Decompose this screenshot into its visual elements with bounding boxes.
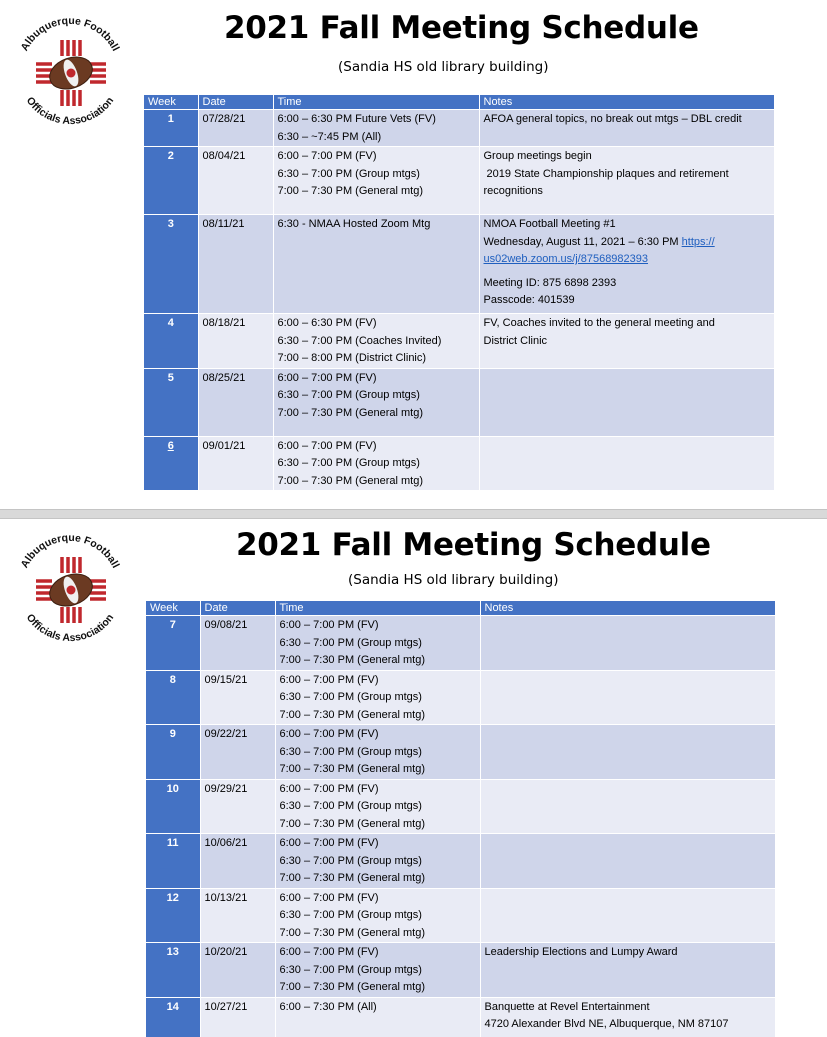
zoom-link-part-2[interactable]: us02web.zoom.us/j/87568982393 — [483, 253, 649, 265]
time-line: 7:00 – 7:30 PM (General mtg) — [277, 185, 424, 197]
time-line: 6:00 – 7:00 PM (FV) — [277, 150, 377, 162]
time-line: 6:30 - NMAA Hosted Zoom Mtg — [277, 218, 431, 230]
time-line: 6:30 – 7:00 PM (Coaches Invited) — [277, 334, 442, 347]
header-notes: Notes — [480, 601, 775, 616]
time-line: 7:00 – 7:30 PM (General mtg) — [279, 763, 426, 775]
time-line: 6:00 – 6:30 PM (FV) — [277, 317, 377, 329]
table-row — [144, 368, 774, 436]
date-cell: 08/18/21 — [198, 314, 273, 369]
time-line: 6:00 – 7:00 PM (FV) — [279, 946, 379, 958]
schedule-slide-1 — [0, 0, 827, 509]
table-row — [146, 834, 775, 889]
time-line: 6:30 – 7:00 PM (Group mtgs) — [279, 691, 422, 703]
time-line: 6:00 – 7:00 PM (FV) — [277, 439, 377, 452]
date-cell: 10/06/21 — [200, 834, 275, 889]
week-cell: 11 — [146, 834, 200, 889]
time-line: 7:00 – 7:30 PM (General mtg) — [279, 817, 426, 830]
time-cell — [273, 436, 479, 490]
time-cell — [275, 616, 480, 671]
table-row — [146, 997, 775, 1037]
date-cell: 09/08/21 — [200, 616, 275, 671]
time-cell — [273, 215, 479, 314]
time-line: 6:00 – 7:00 PM (FV) — [277, 371, 377, 384]
notes-line: NMOA Football Meeting #1 — [483, 218, 616, 230]
header-week: Week — [144, 95, 198, 110]
page-subtitle: (Sandia HS old library building) — [338, 59, 549, 75]
time-line: 6:00 – 7:00 PM (FV) — [279, 619, 379, 631]
notes-cell — [480, 616, 775, 671]
time-line: 6:00 – 7:00 PM (FV) — [279, 837, 379, 849]
notes-cell — [480, 779, 775, 834]
week-cell: 14 — [146, 997, 200, 1037]
time-line: 6:00 – 7:30 PM (All) — [279, 1000, 377, 1013]
time-cell — [273, 110, 479, 147]
svg-text:Albuquerque Football: Albuquerque Football — [18, 531, 122, 571]
notes-cell — [479, 436, 774, 490]
week-cell: 8 — [146, 670, 200, 725]
week-cell: 7 — [146, 616, 200, 671]
time-cell — [273, 147, 479, 215]
time-line: 6:30 – 7:00 PM (Group mtgs) — [279, 800, 422, 812]
date-cell: 10/27/21 — [200, 997, 275, 1037]
week-cell: 9 — [146, 725, 200, 780]
notes-line: Group meetings begin — [483, 150, 592, 162]
table-header-row — [146, 601, 775, 616]
table-header-row — [144, 95, 774, 110]
table-row — [146, 670, 775, 725]
week-cell: 2 — [144, 147, 198, 215]
notes-cell — [479, 215, 774, 314]
notes-line — [484, 234, 770, 252]
time-line: 6:30 – ~7:45 PM (All) — [277, 130, 382, 143]
time-line: 6:30 – 7:00 PM (Group mtgs) — [279, 854, 422, 867]
time-cell — [275, 834, 480, 889]
time-cell — [275, 997, 480, 1037]
week-cell: 4 — [144, 314, 198, 369]
time-line: 6:30 – 7:00 PM (Group mtgs) — [279, 745, 422, 758]
date-cell: 09/29/21 — [200, 779, 275, 834]
table-row — [146, 779, 775, 834]
table-row — [146, 616, 775, 671]
svg-text:Officials Association: Officials Association — [23, 94, 117, 128]
time-line: 6:00 – 7:00 PM (FV) — [279, 782, 379, 795]
time-line: 6:30 – 7:00 PM (Group mtgs) — [277, 167, 420, 180]
time-cell — [275, 725, 480, 780]
meeting-datetime: Wednesday, August 11, 2021 – 6:30 PM — [483, 235, 682, 248]
date-cell: 08/11/21 — [198, 215, 273, 314]
time-line: 7:00 – 7:30 PM (General mtg) — [279, 654, 426, 666]
page-separator — [0, 509, 827, 519]
notes-cell — [480, 725, 775, 780]
notes-cell — [479, 147, 774, 215]
notes-cell — [480, 834, 775, 889]
date-cell: 10/20/21 — [200, 943, 275, 998]
notes-line: FV, Coaches invited to the general meeting and — [483, 317, 715, 329]
time-line: 6:30 – 7:00 PM (Group mtgs) — [279, 909, 422, 921]
table-row — [144, 436, 774, 490]
date-cell: 07/28/21 — [198, 110, 273, 147]
table-row — [146, 943, 775, 998]
time-line: 7:00 – 7:30 PM (General mtg) — [277, 474, 424, 487]
football-zia-logo-icon — [8, 10, 132, 134]
table-row — [144, 110, 774, 147]
header-week: Week — [146, 601, 200, 616]
week-cell: 5 — [144, 368, 198, 436]
notes-cell — [480, 943, 775, 998]
svg-text:Officials Association: Officials Association — [23, 611, 117, 645]
time-cell — [273, 368, 479, 436]
week-cell: 3 — [144, 215, 198, 314]
date-cell: 09/01/21 — [198, 436, 273, 490]
header-time: Time — [275, 601, 480, 616]
notes-cell — [479, 368, 774, 436]
notes-line: recognitions — [483, 185, 543, 197]
notes-cell — [479, 110, 774, 147]
time-line: 6:30 – 7:00 PM (Group mtgs) — [279, 963, 422, 976]
notes-line: AFOA general topics, no break out mtgs – DBL credit — [483, 113, 742, 125]
notes-cell — [480, 888, 775, 943]
page-title: 2021 Fall Meeting Schedule — [236, 527, 711, 563]
passcode: Passcode: 401539 — [483, 294, 575, 306]
time-cell — [275, 943, 480, 998]
table-row — [146, 888, 775, 943]
notes-line: District Clinic — [483, 334, 548, 347]
week-cell: 12 — [146, 888, 200, 943]
date-cell: 08/25/21 — [198, 368, 273, 436]
page-subtitle: (Sandia HS old library building) — [348, 572, 559, 588]
time-line: 6:30 – 7:00 PM (Group mtgs) — [279, 636, 422, 649]
week-cell: 13 — [146, 943, 200, 998]
date-cell: 09/15/21 — [200, 670, 275, 725]
time-cell — [273, 314, 479, 369]
date-cell: 08/04/21 — [198, 147, 273, 215]
header-date: Date — [200, 601, 275, 616]
time-line: 6:00 – 6:30 PM Future Vets (FV) — [277, 113, 436, 125]
time-line: 7:00 – 7:30 PM (General mtg) — [279, 872, 426, 884]
notes-cell — [480, 670, 775, 725]
table-row — [144, 147, 774, 215]
notes-cell — [479, 314, 774, 369]
time-line: 7:00 – 8:00 PM (District Clinic) — [277, 352, 427, 364]
notes-line: 4720 Alexander Blvd NE, Albuquerque, NM 87107 — [484, 1018, 729, 1030]
page-title: 2021 Fall Meeting Schedule — [224, 10, 699, 46]
header-date: Date — [198, 95, 273, 110]
header-time: Time — [273, 95, 479, 110]
time-line: 6:00 – 7:00 PM (FV) — [279, 673, 379, 686]
schedule-slide-2 — [0, 519, 827, 1030]
time-line: 7:00 – 7:30 PM (General mtg) — [279, 708, 426, 721]
header-notes: Notes — [479, 95, 774, 110]
time-line: 6:00 – 7:00 PM (FV) — [279, 891, 379, 904]
week-cell: 6 — [144, 436, 198, 490]
time-line: 7:00 – 7:30 PM (General mtg) — [279, 926, 426, 939]
table-row — [146, 725, 775, 780]
notes-line: Leadership Elections and Lumpy Award — [484, 946, 678, 958]
time-line: 6:30 – 7:00 PM (Group mtgs) — [277, 389, 420, 401]
notes-cell — [480, 997, 775, 1037]
notes-line: Banquette at Revel Entertainment — [484, 1000, 650, 1013]
date-cell: 09/22/21 — [200, 725, 275, 780]
svg-text:Albuquerque Football: Albuquerque Football — [18, 14, 122, 54]
time-line: 6:00 – 7:00 PM (FV) — [279, 728, 379, 740]
schedule-table — [146, 601, 776, 1037]
zoom-link-part-1[interactable]: https:// — [681, 235, 715, 248]
football-zia-logo-icon — [8, 527, 132, 651]
week-cell: 1 — [144, 110, 198, 147]
table-row — [144, 314, 774, 369]
time-line: 7:00 – 7:30 PM (General mtg) — [277, 406, 424, 419]
time-cell — [275, 888, 480, 943]
time-cell — [275, 779, 480, 834]
week-cell: 10 — [146, 779, 200, 834]
time-line: 6:30 – 7:00 PM (Group mtgs) — [277, 457, 420, 469]
time-cell — [275, 670, 480, 725]
time-line: 7:00 – 7:30 PM (General mtg) — [279, 981, 426, 993]
date-cell: 10/13/21 — [200, 888, 275, 943]
table-row — [144, 215, 774, 314]
notes-line: 2019 State Championship plaques and retirement — [483, 167, 729, 180]
schedule-table — [144, 95, 775, 490]
meeting-id: Meeting ID: 875 6898 2393 — [483, 276, 617, 289]
